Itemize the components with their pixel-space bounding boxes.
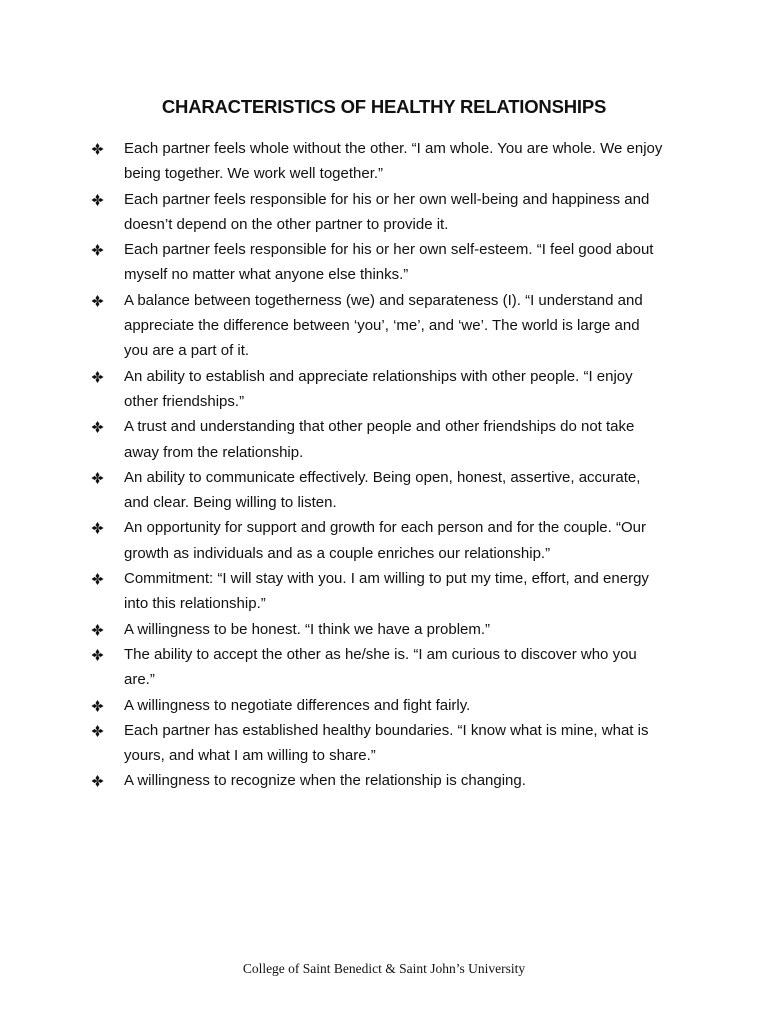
- list-item-text: Commitment: “I will stay with you. I am willing to put my time, effort, and energy into this relationship.”: [124, 570, 649, 613]
- list-item-text: An ability to communicate effectively. Being open, honest, assertive, accurate, and clear. Being willing to listen.: [124, 468, 641, 512]
- list-item-text: A trust and understanding that other people and other friendships do not take away from the relationship.: [124, 418, 635, 461]
- list-item-text: A willingness to be honest. “I think we have a problem.”: [124, 620, 491, 638]
- diamond-quad-bullet-icon: [91, 566, 105, 591]
- diamond-quad-bullet-icon: [91, 237, 105, 262]
- diamond-quad-bullet-icon: [91, 617, 105, 642]
- list-item: [0, 136, 664, 187]
- list-item: [0, 288, 664, 364]
- diamond-quad-bullet-icon: [91, 187, 105, 212]
- list-item: [0, 515, 664, 566]
- list-item: [0, 693, 664, 718]
- list-item: [0, 187, 664, 238]
- list-item: [0, 414, 664, 465]
- list-item-text: An ability to establish and appreciate relationships with other people. “I enjoy other friendships.”: [124, 367, 633, 410]
- list-item-text: The ability to accept the other as he/she is. “I am curious to discover who you are.”: [124, 645, 637, 689]
- list-item: [0, 768, 664, 793]
- list-item-text: Each partner feels whole without the other. “I am whole. You are whole. We enjoy being together. We work well together.”: [124, 140, 663, 183]
- list-item: [0, 364, 664, 415]
- list-item: [0, 237, 664, 288]
- list-item: [0, 642, 664, 693]
- list-item-text: An opportunity for support and growth for each person and for the couple. “Our growth as individuals and as a couple enriches our relationship.”: [124, 519, 646, 562]
- list-item: [0, 566, 664, 617]
- list-item-text: Each partner has established healthy boundaries. “I know what is mine, what is yours, and what I am willing to share.”: [124, 721, 649, 765]
- diamond-quad-bullet-icon: [91, 136, 105, 161]
- list-item: [0, 718, 664, 769]
- characteristics-list: [0, 136, 768, 794]
- page-footer: College of Saint Benedict & Saint John’s University: [242, 961, 526, 976]
- diamond-quad-bullet-icon: [91, 465, 105, 490]
- diamond-quad-bullet-icon: [91, 364, 105, 389]
- page-title: CHARACTERISTICS OF HEALTHY RELATIONSHIPS: [161, 96, 607, 117]
- diamond-quad-bullet-icon: [91, 288, 105, 313]
- list-item-text: A willingness to negotiate differences and fight fairly.: [124, 696, 471, 714]
- diamond-quad-bullet-icon: [91, 718, 105, 743]
- list-item-text: Each partner feels responsible for his or her own self-esteem. “I feel good about myself no matter what anyone else thinks.”: [124, 241, 654, 284]
- diamond-quad-bullet-icon: [91, 515, 105, 540]
- diamond-quad-bullet-icon: [91, 414, 105, 439]
- list-item-text: Each partner feels responsible for his or her own well-being and happiness and doesn’t depend on the other partner to provide it.: [124, 190, 650, 233]
- list-item: [0, 617, 664, 642]
- diamond-quad-bullet-icon: [91, 642, 105, 667]
- list-item: [0, 465, 664, 516]
- list-item-text: A balance between togetherness (we) and separateness (I). “I understand and appreciate the difference between ‘you’, ‘me’, and ‘we’. The world is large and you are a part of it.: [124, 291, 643, 360]
- diamond-quad-bullet-icon: [91, 693, 105, 718]
- diamond-quad-bullet-icon: [91, 768, 105, 793]
- list-item-text: A willingness to recognize when the relationship is changing.: [124, 772, 526, 790]
